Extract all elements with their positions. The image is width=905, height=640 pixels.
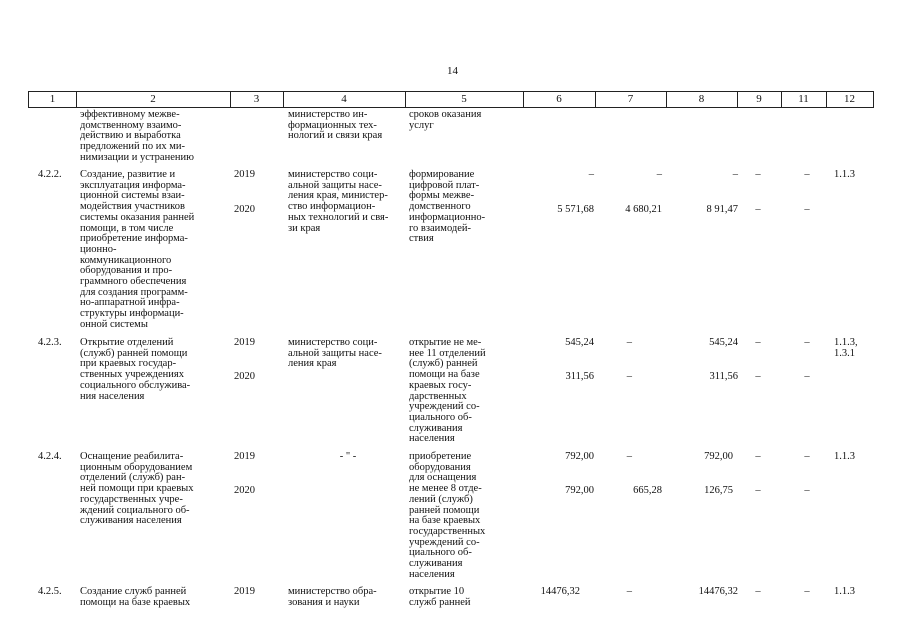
cell-c6: 311,56 [565, 371, 594, 382]
continued-result: сроков оказания услуг [409, 109, 482, 131]
cell-c11: – [804, 337, 810, 348]
cell-c6: 14476,32 [540, 586, 580, 597]
cell-c6: – [588, 169, 594, 180]
measure-name: Создание служб ранней помощи на базе краевых [80, 586, 191, 608]
continued-executor: министерство ин- формационных тех- нологий и связи края [288, 109, 383, 142]
cell-c11: – [804, 371, 810, 382]
cell-c11: – [804, 485, 810, 496]
cell-c8: – [732, 169, 738, 180]
cell-c7: – [656, 169, 662, 180]
continued-measure-name: эффективному межве- домственному взаимо- действию и выработка предложений по их ми- нимизации и устранению [80, 109, 194, 163]
cell-c12: 1.1.3 [834, 451, 855, 462]
executor: министерство обра- зования и науки [288, 586, 377, 608]
expected-result: открытие 10 служб ранней [409, 586, 471, 608]
cell-c8: 14476,32 [698, 586, 738, 597]
cell-c6: 5 571,68 [557, 204, 594, 215]
executor: - " - [339, 451, 357, 462]
row-number: 4.2.2. [38, 169, 62, 180]
cell-c9: – [755, 337, 761, 348]
row-number: 4.2.3. [38, 337, 62, 348]
cell-c7: 665,28 [633, 485, 662, 496]
header-col-4: 4 [341, 93, 347, 105]
header-col-3: 3 [253, 93, 260, 105]
cell-c12: 1.1.3 [834, 169, 855, 180]
cell-c7: 4 680,21 [625, 204, 662, 215]
cell-c11: – [804, 586, 810, 597]
cell-c7: – [626, 451, 632, 462]
cell-c9: – [755, 371, 761, 382]
cell-c7: – [626, 371, 632, 382]
year: 2019 [234, 169, 255, 180]
year: 2020 [234, 485, 255, 496]
year: 2019 [234, 586, 255, 597]
header-col-6: 6 [556, 93, 562, 105]
cell-c6: 792,00 [565, 485, 594, 496]
year: 2019 [234, 451, 255, 462]
cell-c11: – [804, 451, 810, 462]
cell-c8: 126,75 [704, 485, 733, 496]
header-col-1: 1 [49, 93, 56, 105]
cell-c12: 1.1.3, 1.3.1 [834, 337, 858, 359]
cell-c7: – [626, 337, 632, 348]
cell-c6: 545,24 [565, 337, 594, 348]
cell-c12: 1.1.3 [834, 586, 855, 597]
cell-c9: – [755, 586, 761, 597]
executor: министерство соци- альной защиты насе- ления края [288, 337, 382, 370]
page-number: 14 [447, 65, 458, 77]
cell-c7: – [626, 586, 632, 597]
header-col-9: 9 [756, 93, 762, 105]
cell-c9: – [755, 169, 761, 180]
cell-c8: 311,56 [709, 371, 738, 382]
expected-result: открытие не ме- нее 11 отделений (служб) ранней помощи на базе краевых госу- дарственных учреждений со- циального об- служивания населения [409, 337, 486, 445]
expected-result: приобретение оборудования для оснащения не менее 8 отде- лений (служб) ранней помощи на базе краевых государственных учреждений со- циального об- служивания населения [409, 451, 486, 580]
year: 2020 [234, 204, 255, 215]
year: 2019 [234, 337, 255, 348]
year: 2020 [234, 371, 255, 382]
row-number: 4.2.5. [38, 586, 62, 597]
measure-name: Открытие отделений (служб) ранней помощи при краевых государ- ственных учреждениях социального обслужива- ния населения [80, 337, 191, 402]
row-number: 4.2.4. [38, 451, 62, 462]
measure-name: Оснащение реабилита- ционным оборудованием отделений (служб) ран- ней помощи при краевых государственных учре- ждений социального об- служивания населения [80, 451, 194, 527]
expected-result: формирование цифровой плат- формы межве- домственного информационно- го взаимодей- ствия [409, 169, 486, 245]
cell-c8: 8 91,47 [706, 204, 738, 215]
header-col-7: 7 [627, 93, 634, 105]
cell-c6: 792,00 [565, 451, 594, 462]
cell-c9: – [755, 485, 761, 496]
header-col-11: 11 [798, 93, 809, 105]
cell-c11: – [804, 204, 810, 215]
table-header [28, 91, 874, 108]
cell-c11: – [804, 169, 810, 180]
header-col-12: 12 [844, 93, 855, 105]
measure-name: Создание, развитие и эксплуатация информа- ционной системы взаи- модействия участников системы оказания ранней помощи, в том числе приобретение информа- ционно- коммуникационного оборудования и про- граммного обеспечения для создания программ- но-аппаратной инфра- структуры информаци- онной системы [80, 169, 195, 330]
cell-c8: 792,00 [704, 451, 733, 462]
executor: министерство соци- альной защиты насе- ления края, министер- ство информацион- ных технологий и свя- зи края [288, 169, 389, 234]
cell-c9: – [755, 451, 761, 462]
header-col-8: 8 [698, 93, 705, 105]
header-col-2: 2 [150, 93, 156, 105]
header-col-5: 5 [461, 93, 467, 105]
cell-c8: 545,24 [709, 337, 738, 348]
cell-c9: – [755, 204, 761, 215]
